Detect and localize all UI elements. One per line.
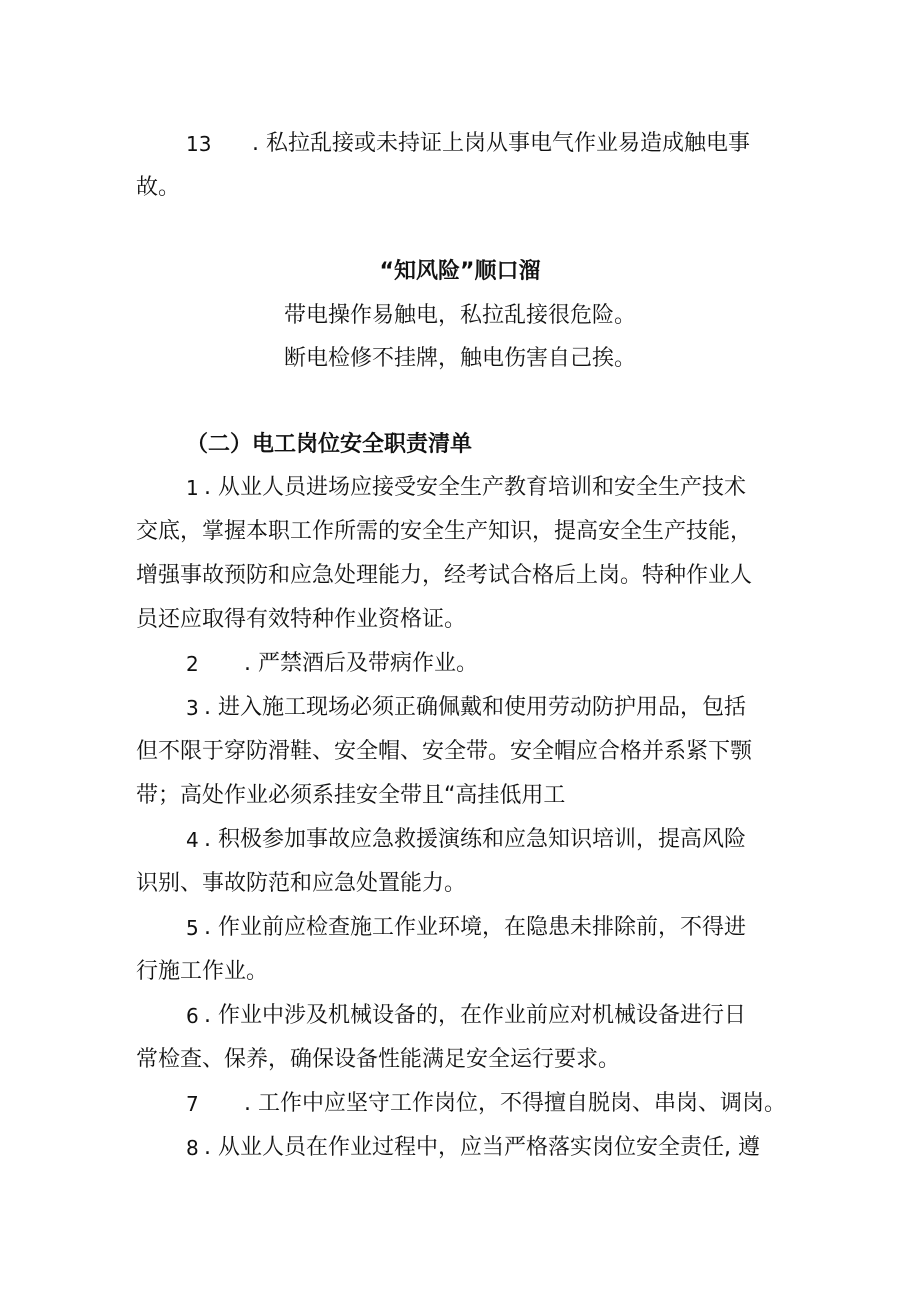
item-4-line-2: 识别、事故防范和应急处置能力。 — [136, 871, 467, 896]
item-3-line-2: 但不限于穿防滑鞋、安全帽、安全带。安全帽应合格并系紧下颚 — [136, 739, 753, 764]
item-4-number: 4 — [186, 828, 199, 852]
item-5-number: 5 — [186, 916, 199, 940]
item-5-line-2: 行施工作业。 — [136, 959, 269, 984]
item-6-line-1: . 作业中涉及机械设备的，在作业前应对机械设备进行日 — [204, 1003, 746, 1028]
jingle-title: “知风险”顺口溜 — [379, 259, 541, 284]
item-3-number: 3 — [186, 696, 199, 720]
item-7-line-1: . 工作中应坚守工作岗位，不得擅自脱岗、串岗、调岗。 — [244, 1091, 786, 1116]
section-heading: （二）电工岗位安全职责清单 — [186, 432, 473, 457]
jingle-line-1: 带电操作易触电，私拉乱接很危险。 — [283, 303, 636, 328]
item-4-line-1: . 积极参加事故应急救援演练和应急知识培训，提高风险 — [204, 827, 746, 852]
item-13-text-line1: . 私拉乱接或未持证上岗从事电气作业易造成触电事 — [252, 131, 750, 156]
item-1-line-1: . 从业人员进场应接受安全生产教育培训和安全生产技术 — [204, 475, 746, 500]
item-6-number: 6 — [186, 1004, 199, 1028]
item-2-line-1: . 严禁酒后及带病作业。 — [244, 651, 478, 676]
item-13-text-line2: 故。 — [136, 175, 181, 200]
item-1-line-3: 增强事故预防和应急处理能力，经考试合格后上岗。特种作业人 — [136, 563, 753, 588]
item-6-line-2: 常检查、保养，确保设备性能满足安全运行要求。 — [136, 1047, 621, 1072]
item-3-line-3: 带；高处作业必须系挂安全带且“高挂低用工 — [136, 783, 566, 808]
item-3-line-1: . 进入施工现场必须正确佩戴和使用劳动防护用品，包括 — [204, 695, 746, 720]
jingle-line-2: 断电检修不挂牌，触电伤害自己挨。 — [283, 346, 636, 371]
item-2-number: 2 — [186, 652, 199, 676]
item-8-line-1: . 从业人员在作业过程中，应当严格落实岗位安全责任, 遵 — [204, 1135, 760, 1160]
item-1-line-2: 交底，掌握本职工作所需的安全生产知识，提高安全生产技能， — [136, 519, 753, 544]
item-7-number: 7 — [186, 1092, 199, 1116]
item-5-line-1: . 作业前应检查施工作业环境，在隐患未排除前，不得进 — [204, 915, 746, 940]
item-1-line-4: 员还应取得有效特种作业资格证。 — [136, 607, 467, 632]
item-13-number: 13 — [186, 132, 212, 156]
item-8-number: 8 — [186, 1136, 199, 1160]
item-1-number: 1 — [186, 476, 199, 500]
